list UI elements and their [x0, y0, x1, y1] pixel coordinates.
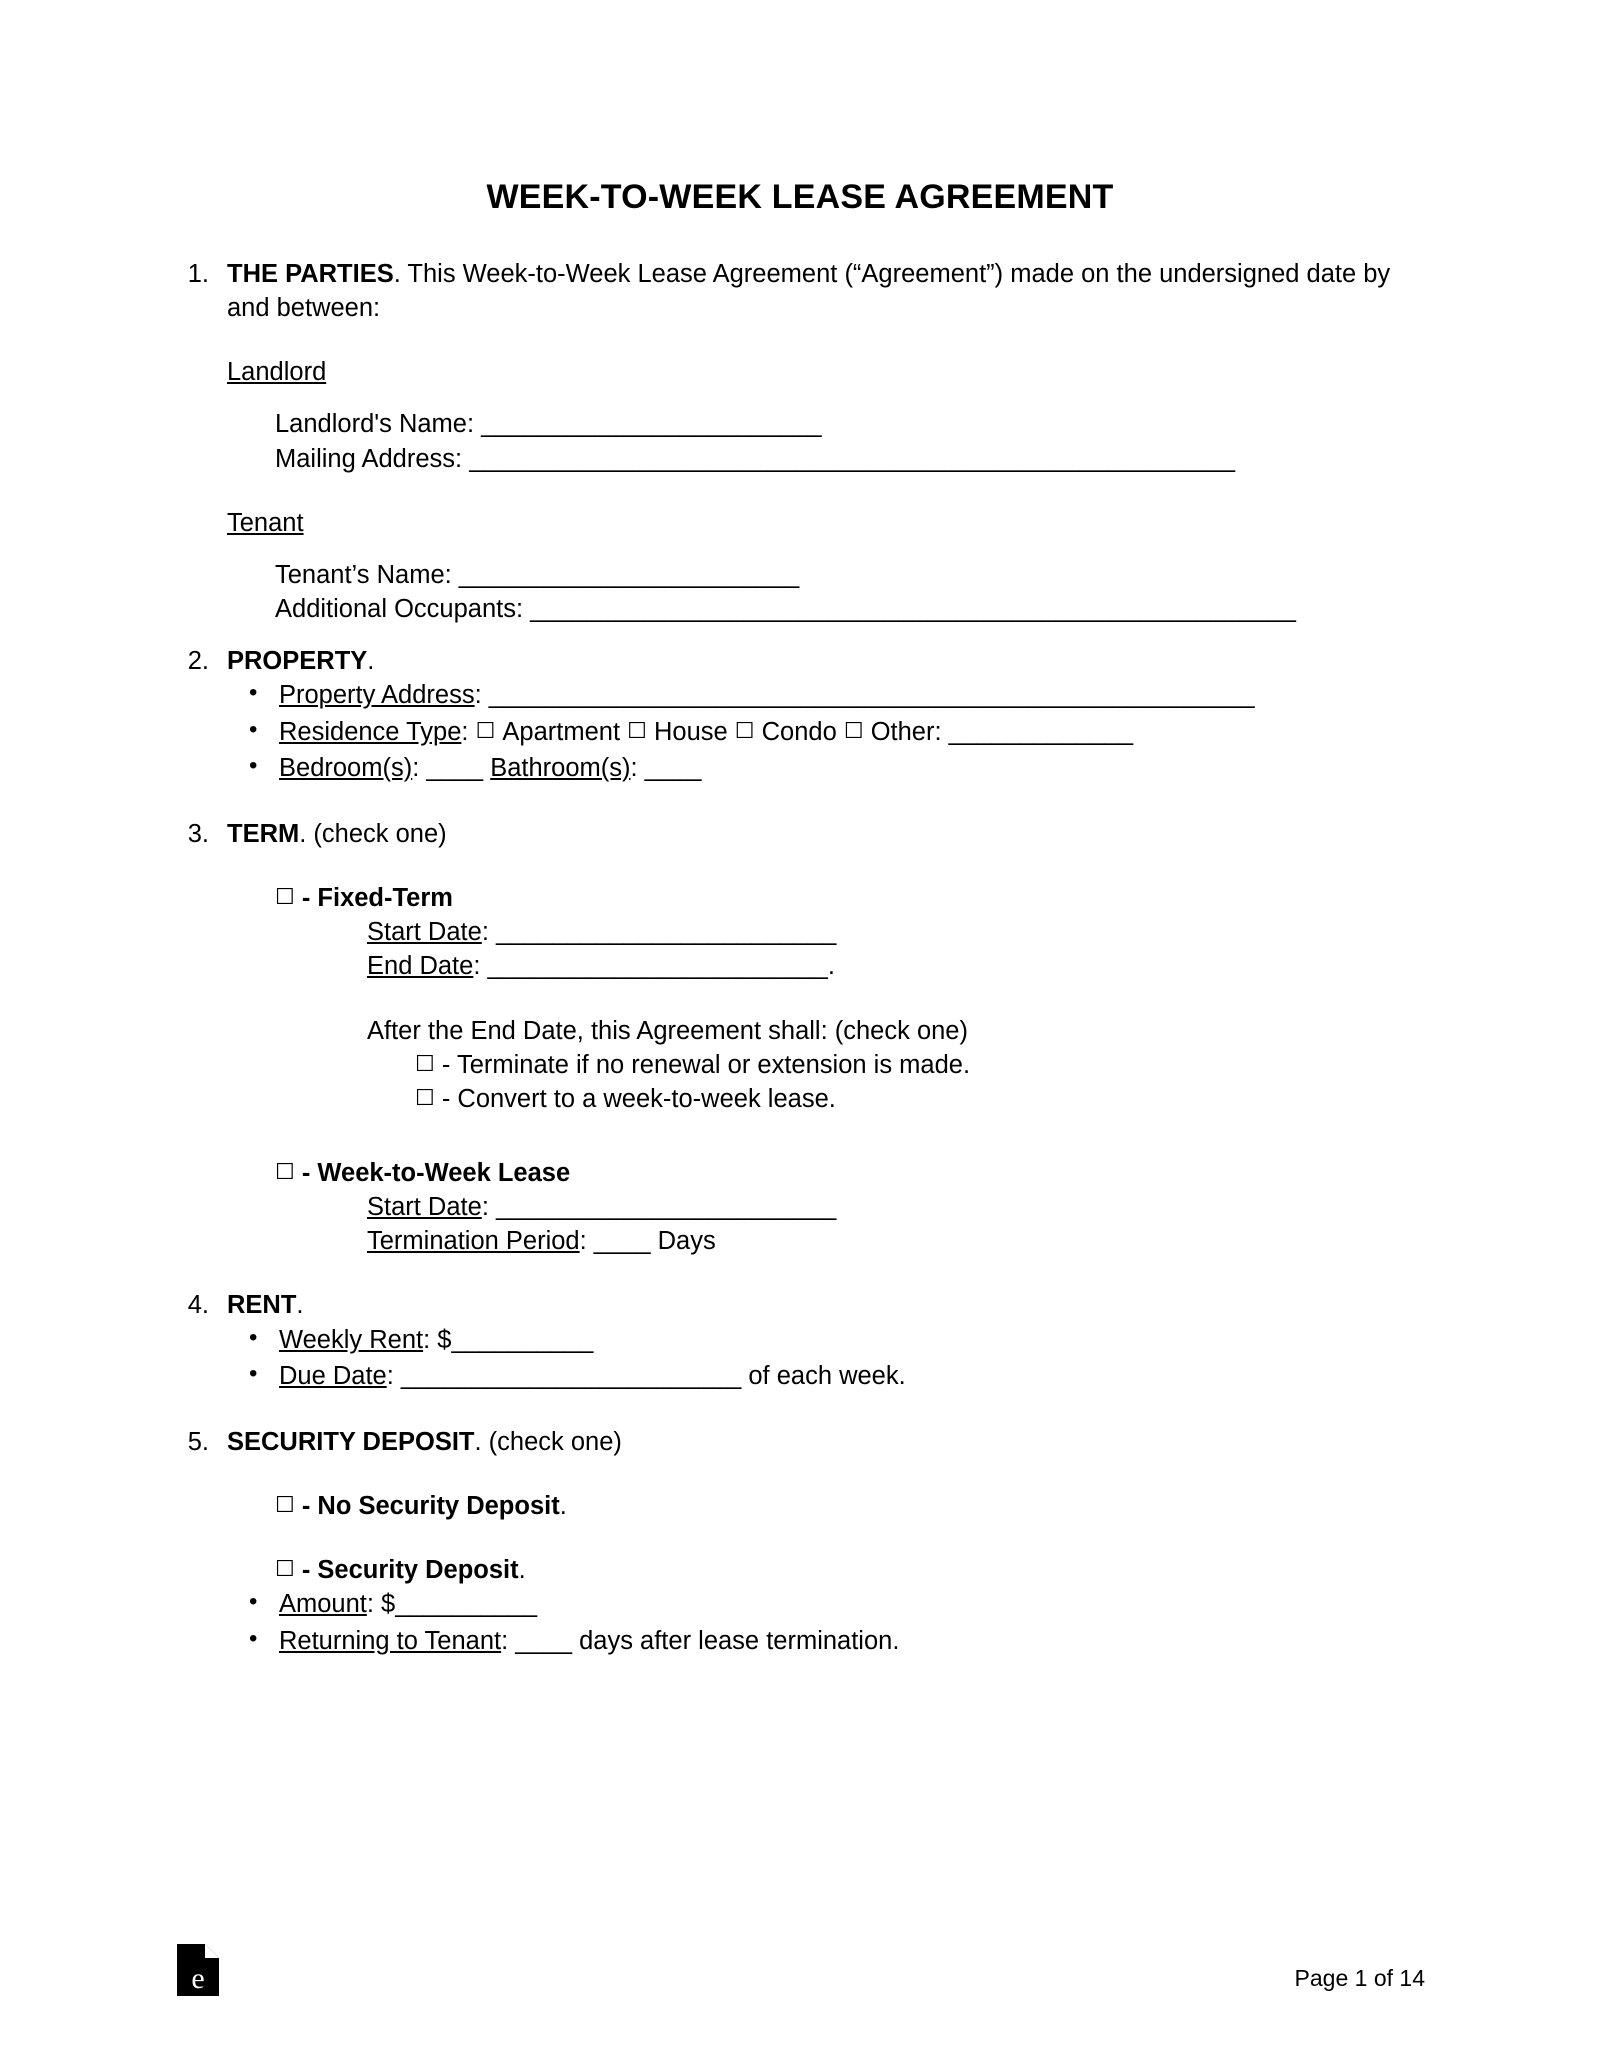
page-footer [175, 1940, 1425, 1998]
deposit-suffix: . [518, 1556, 526, 1585]
tenant-name-field[interactable]: ________________________ [458, 560, 800, 589]
week-to-week-label: - Week-to-Week Lease [301, 1158, 571, 1187]
weekly-rent-field[interactable]: : $__________ [423, 1325, 594, 1354]
checkbox-condo-icon[interactable]: ☐ [734, 717, 755, 743]
clause-number: 1. [187, 260, 209, 288]
clause-number: 4. [187, 1291, 209, 1320]
tenant-name-row [275, 558, 1425, 592]
term-text: . (check one) [299, 819, 447, 848]
landlord-address-row [275, 442, 1425, 476]
deposit-amount-item [227, 1587, 1425, 1621]
deposit-returning-item [227, 1624, 1425, 1658]
landlord-subheading: Landlord [227, 358, 327, 387]
rent-heading-row [227, 1288, 1425, 1322]
tenant-name-label: Tenant’s Name: [275, 560, 459, 589]
residence-other-field[interactable]: _____________ [948, 717, 1134, 746]
clause-number: 3. [187, 819, 209, 848]
clause-number: 2. [187, 647, 209, 676]
residence-type-label: Residence Type [279, 717, 462, 746]
wtw-termination-field[interactable]: : ____ Days [579, 1227, 716, 1256]
fixed-end-field[interactable]: : ________________________. [473, 952, 835, 981]
landlord-address-label: Mailing Address: [275, 444, 470, 473]
svg-text:e: e [191, 1962, 205, 1995]
fixed-end-label: End Date [367, 952, 474, 981]
wtw-start-field[interactable]: : ________________________ [481, 1193, 837, 1222]
security-deposit-option [275, 1553, 1425, 1587]
deposit-returning-label: Returning to Tenant [279, 1626, 502, 1655]
property-heading: PROPERTY [227, 647, 368, 676]
clause-body [227, 257, 1425, 626]
property-address-item [227, 678, 1425, 712]
weekly-rent-label: Weekly Rent [279, 1325, 424, 1354]
property-list [227, 678, 1425, 784]
additional-occupants-row [275, 592, 1425, 626]
page-title: WEEK-TO-WEEK LEASE AGREEMENT [486, 178, 1114, 216]
residence-type-colon: : [461, 717, 476, 746]
property-heading-suffix: . [367, 647, 375, 676]
residence-option-house: House [653, 717, 728, 746]
after-end-option-2-label: - Convert to a week-to-week lease. [441, 1084, 836, 1113]
residence-option-apartment: Apartment [502, 717, 621, 746]
checkbox-fixed-term-icon[interactable]: ☐ [275, 884, 295, 910]
bathroom-label: Bathroom(s) [490, 753, 631, 782]
wtw-termination-row [367, 1224, 1425, 1258]
property-address-label: Property Address [279, 681, 475, 710]
deposit-amount-field[interactable]: : $__________ [366, 1590, 538, 1619]
rent-list [227, 1323, 1425, 1393]
deposit-label: - Security Deposit [301, 1556, 519, 1585]
fixed-start-field[interactable]: : ________________________ [481, 918, 837, 947]
clause-term [175, 817, 1425, 1259]
additional-occupants-label: Additional Occupants: [275, 595, 531, 624]
page-number: Page 1 of 14 [1294, 1965, 1425, 1991]
parties-intro [227, 257, 1425, 325]
weekly-rent-item [227, 1323, 1425, 1357]
deposit-returning-field[interactable]: : ____ days after lease termination. [501, 1626, 900, 1655]
clause-body [227, 1288, 1425, 1394]
clause-body [227, 817, 1425, 1259]
tenant-subheading: Tenant [227, 508, 304, 537]
fixed-end-row [367, 949, 1425, 983]
no-deposit-label: - No Security Deposit [301, 1492, 560, 1521]
checkbox-apartment-icon[interactable]: ☐ [475, 717, 496, 743]
clause-number: 5. [187, 1427, 209, 1456]
landlord-name-label: Landlord's Name: [275, 410, 482, 439]
due-date-field[interactable]: : ________________________ of each week. [386, 1361, 906, 1390]
bedroom-label: Bedroom(s) [279, 753, 413, 782]
clause-security-deposit [175, 1425, 1425, 1660]
clause-body [227, 644, 1425, 787]
rent-heading-suffix: . [296, 1291, 304, 1320]
deposit-amount-label: Amount [279, 1590, 367, 1619]
after-end-text: After the End Date, this Agreement shall: (check one) [367, 1016, 968, 1045]
parties-heading: THE PARTIES [227, 260, 394, 288]
deposit-detail-list [227, 1587, 1425, 1657]
fixed-term-label: - Fixed-Term [301, 884, 453, 913]
eforms-logo-icon [175, 1942, 221, 1998]
term-heading: TERM [227, 819, 300, 848]
wtw-start-label: Start Date [367, 1193, 482, 1222]
clause-property [175, 644, 1425, 787]
clause-rent [175, 1288, 1425, 1394]
security-heading-row [227, 1425, 1425, 1459]
week-to-week-option [275, 1156, 1425, 1190]
wtw-start-row [367, 1190, 1425, 1224]
rent-heading: RENT [227, 1291, 297, 1320]
checkbox-deposit-icon[interactable]: ☐ [275, 1556, 295, 1582]
landlord-address-field[interactable]: ______________________________________________________ [469, 444, 1236, 473]
after-end-option-1 [415, 1048, 1425, 1082]
checkbox-other-icon[interactable]: ☐ [843, 717, 864, 743]
residence-option-other: Other: [870, 717, 942, 746]
landlord-name-field[interactable]: ________________________ [481, 410, 822, 439]
no-deposit-suffix: . [559, 1492, 567, 1521]
bedroom-bathroom-item [227, 751, 1425, 785]
checkbox-convert-icon[interactable]: ☐ [415, 1084, 435, 1110]
property-address-field[interactable]: : ______________________________________________________ [474, 681, 1255, 710]
due-date-label: Due Date [279, 1361, 387, 1390]
security-heading: SECURITY DEPOSIT [227, 1427, 475, 1456]
after-end-option-1-label: - Terminate if no renewal or extension is made. [441, 1050, 971, 1079]
due-date-item [227, 1359, 1425, 1393]
checkbox-week-to-week-icon[interactable]: ☐ [275, 1158, 295, 1184]
clause-body [227, 1425, 1425, 1660]
no-security-deposit-option [275, 1489, 1425, 1523]
after-end-option-2 [415, 1082, 1425, 1116]
property-heading-row [227, 644, 1425, 678]
landlord-name-row [275, 407, 1425, 441]
checkbox-no-deposit-icon[interactable]: ☐ [275, 1492, 295, 1518]
residence-type-item [227, 715, 1425, 749]
residence-option-condo: Condo [761, 717, 837, 746]
security-text: . (check one) [474, 1427, 622, 1456]
bathroom-field[interactable]: : ____ [630, 753, 702, 782]
fixed-start-label: Start Date [367, 918, 482, 947]
checkbox-house-icon[interactable]: ☐ [627, 717, 647, 743]
bedroom-field[interactable]: : ____ [412, 753, 491, 782]
fixed-term-option [275, 881, 1425, 915]
additional-occupants-field[interactable]: ______________________________________________________ [530, 595, 1296, 624]
parties-text: . This Week-to-Week Lease Agreement (“Agreement”) made on the undersigned date by and between: [227, 260, 1391, 323]
clause-the-parties [175, 257, 1425, 626]
checkbox-terminate-icon[interactable]: ☐ [415, 1050, 435, 1076]
wtw-termination-label: Termination Period [367, 1227, 580, 1256]
fixed-start-row [367, 915, 1425, 949]
term-heading-row [227, 817, 1425, 851]
